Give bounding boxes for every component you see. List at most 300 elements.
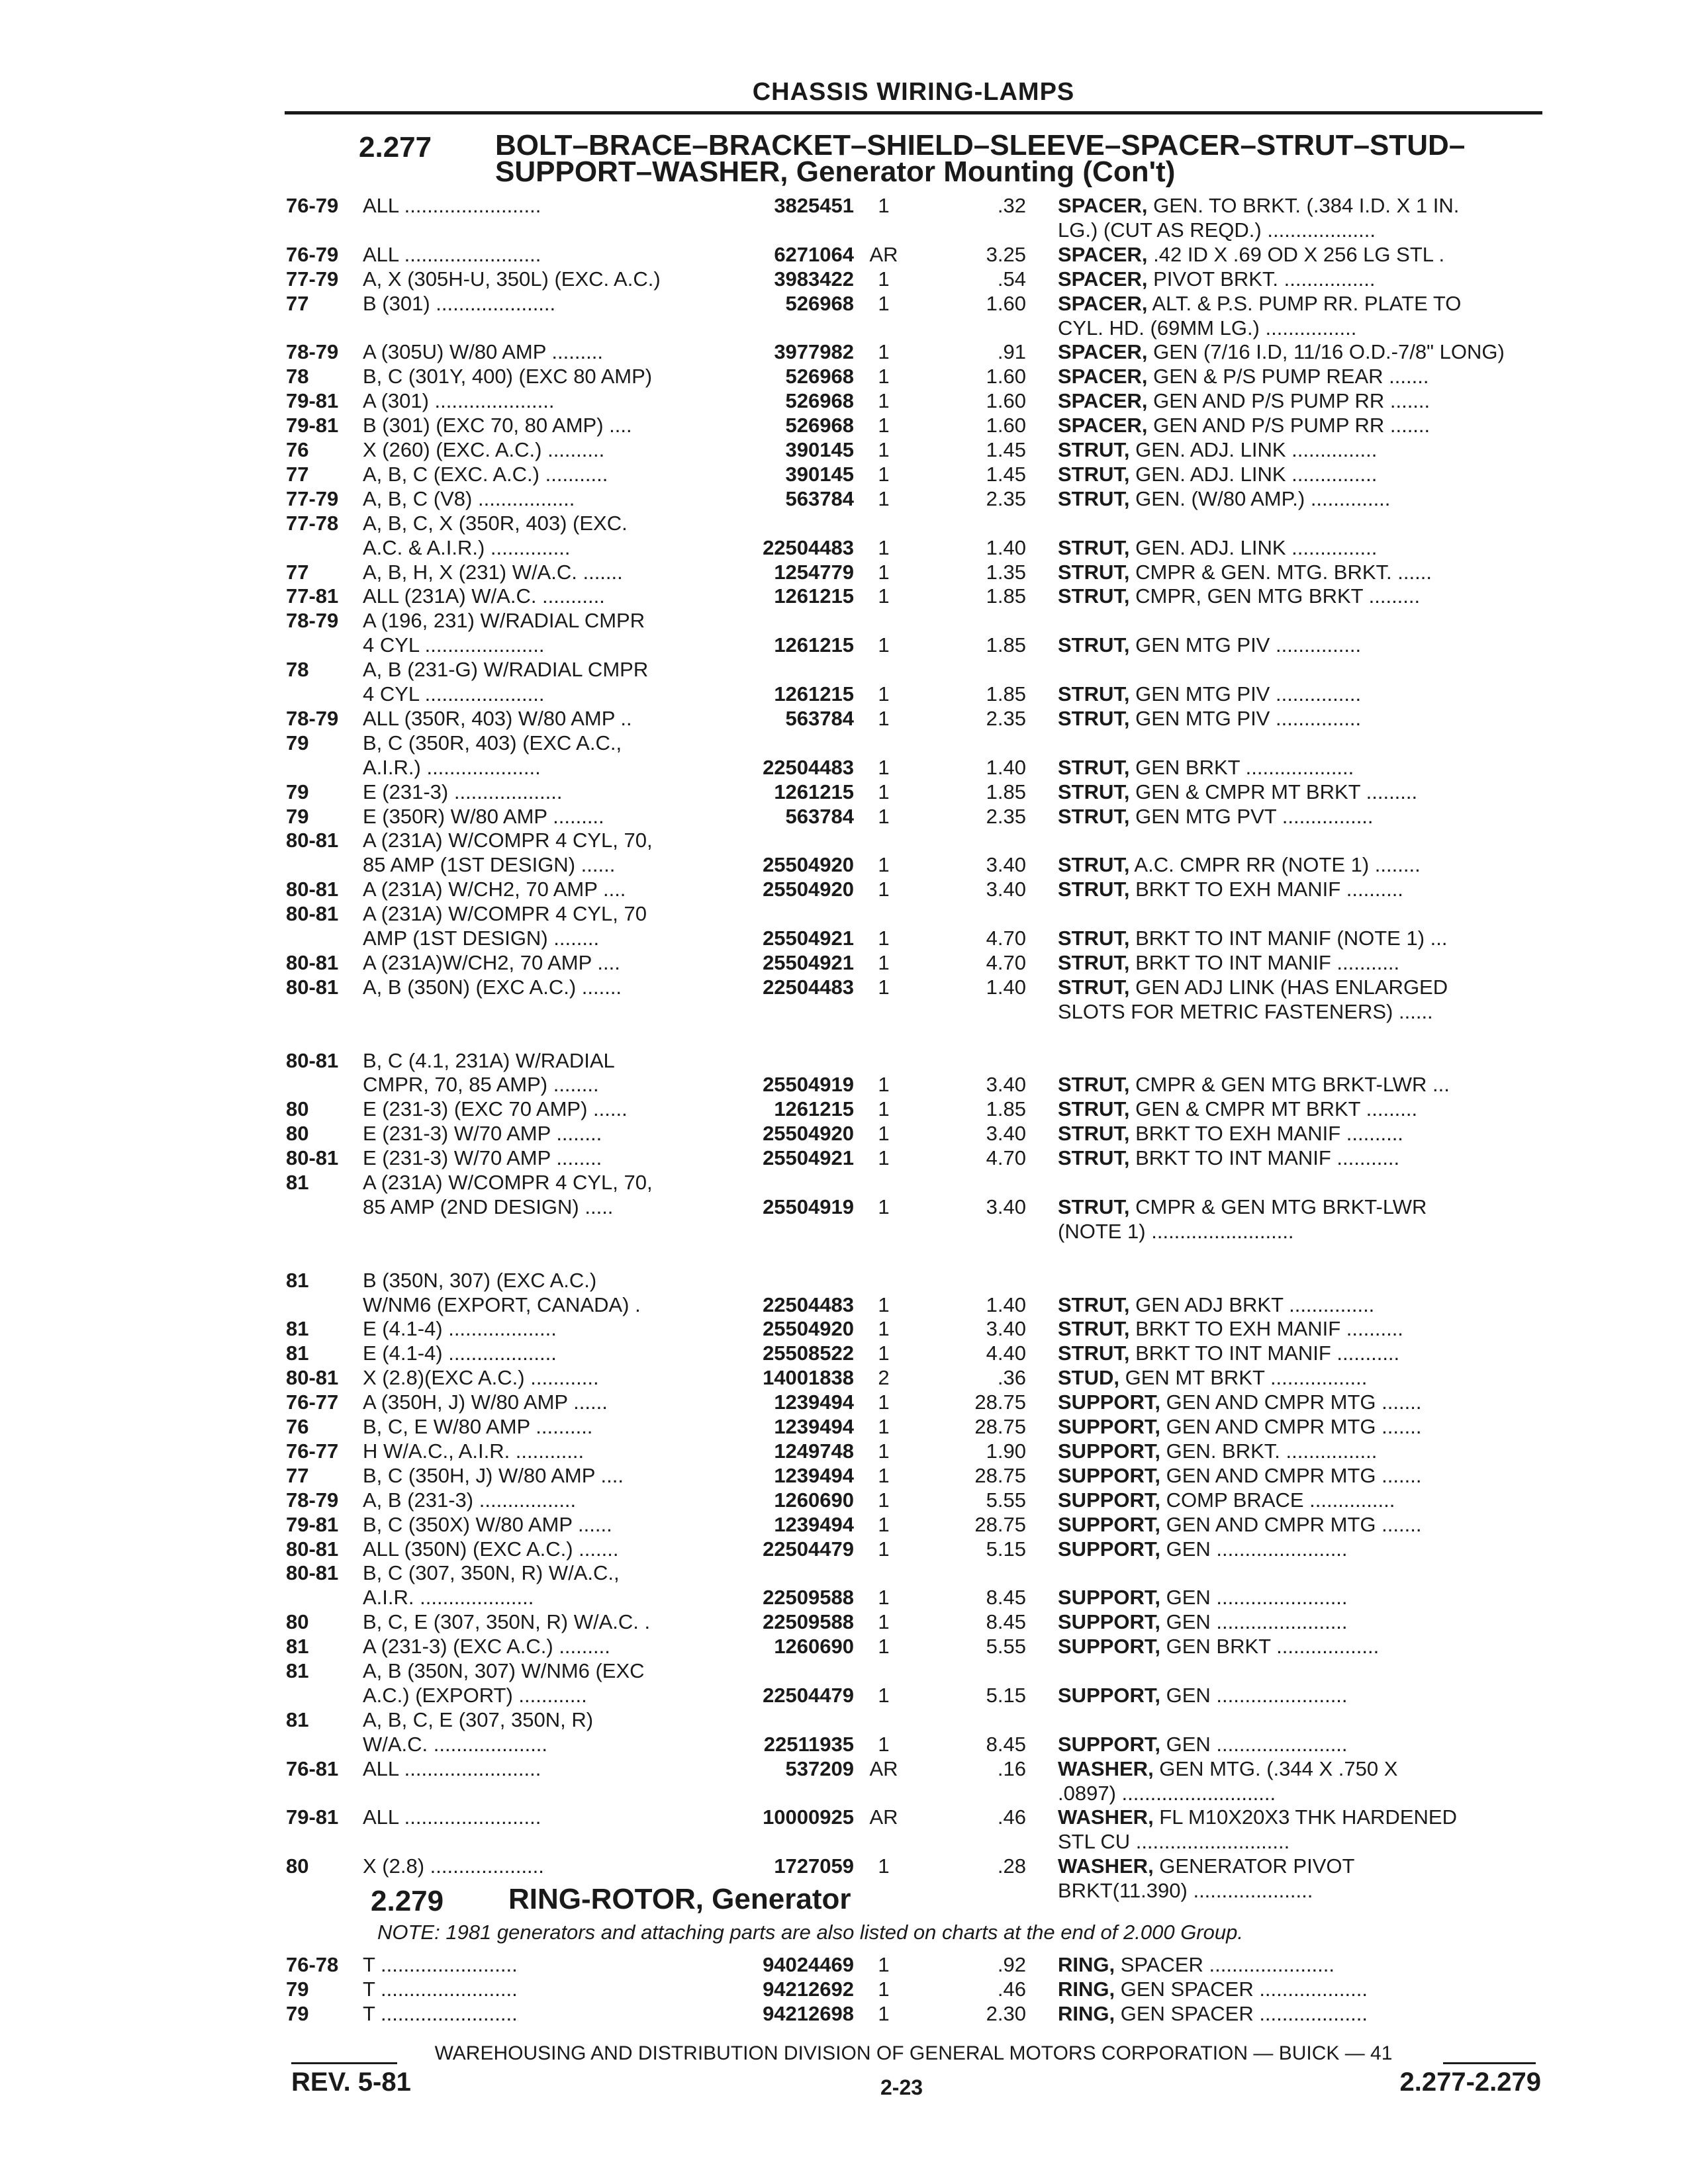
part-number-cell: 25504920 bbox=[763, 1122, 854, 1146]
description-cell bbox=[1058, 1781, 1534, 1805]
year-cell: 79-81 bbox=[286, 389, 339, 413]
description-text: GEN & P/S PUMP REAR ....... bbox=[1147, 365, 1429, 388]
table-row bbox=[0, 1683, 1688, 1707]
part-number-cell: 563784 bbox=[785, 486, 854, 510]
model-cell: B, C, E W/80 AMP .......... bbox=[363, 1415, 593, 1438]
part-number-cell: 1239494 bbox=[774, 1512, 854, 1536]
description-keyword: STRUT, bbox=[1058, 1122, 1130, 1146]
model-cell: 4 CYL ..................... bbox=[363, 682, 545, 705]
quantity-cell: 1 bbox=[878, 1463, 890, 1487]
year-cell: 77 bbox=[286, 291, 309, 315]
part-number-cell: 25504919 bbox=[763, 1073, 854, 1097]
part-number-cell: 22504483 bbox=[763, 975, 854, 999]
price-cell: .16 bbox=[997, 1756, 1026, 1780]
description-keyword: SUPPORT, bbox=[1058, 1586, 1161, 1610]
part-number-cell: 1260690 bbox=[774, 1635, 854, 1659]
description-text: LG.) (CUT AS REQD.) ................... bbox=[1058, 218, 1376, 242]
price-cell: 28.75 bbox=[974, 1463, 1026, 1487]
part-number-cell: 22509588 bbox=[763, 1586, 854, 1610]
quantity-cell: 1 bbox=[878, 1732, 890, 1756]
table-row bbox=[0, 413, 1688, 437]
description-cell bbox=[1058, 486, 1534, 511]
quantity-cell: 1 bbox=[878, 1073, 890, 1097]
description-keyword: STRUT, bbox=[1058, 927, 1130, 950]
description-keyword: RING, bbox=[1058, 1978, 1115, 2001]
description-cell bbox=[1058, 633, 1534, 657]
year-cell: 80-81 bbox=[286, 902, 339, 926]
description-text: CYL. HD. (69MM LG.) ................ bbox=[1058, 316, 1357, 340]
part-number-cell: 22504479 bbox=[763, 1683, 854, 1707]
description-keyword: SUPPORT, bbox=[1058, 1683, 1161, 1707]
description-keyword: RING, bbox=[1058, 1953, 1115, 1976]
price-cell: 2.35 bbox=[986, 706, 1026, 730]
year-cell: 81 bbox=[286, 1317, 309, 1341]
description-text: GEN MTG PIV ............... bbox=[1129, 706, 1362, 730]
description-cell bbox=[1058, 1512, 1534, 1537]
quantity-cell: 1 bbox=[878, 780, 890, 803]
price-cell: 3.40 bbox=[986, 1122, 1026, 1146]
table-row bbox=[0, 1634, 1688, 1659]
description-keyword: STRUT, bbox=[1058, 584, 1130, 608]
description-text: BRKT TO EXH MANIF .......... bbox=[1129, 1122, 1403, 1146]
section-title-line1: BOLT–BRACE–BRACKET–SHIELD–SLEEVE–SPACER–STRUT–STUD– bbox=[495, 129, 1466, 161]
description-keyword: SPACER, bbox=[1058, 340, 1148, 364]
table-row bbox=[0, 1024, 1688, 1048]
table-row bbox=[0, 291, 1688, 316]
price-cell: 8.45 bbox=[986, 1732, 1026, 1756]
table-row bbox=[0, 901, 1688, 926]
table-row bbox=[0, 267, 1688, 291]
table-row bbox=[0, 755, 1688, 780]
quantity-cell: 1 bbox=[878, 950, 890, 974]
quantity-cell: 1 bbox=[878, 486, 890, 510]
price-cell: 1.60 bbox=[986, 365, 1026, 388]
table-row bbox=[0, 1219, 1688, 1244]
table-row bbox=[0, 364, 1688, 388]
model-cell: A (231-3) (EXC A.C.) ......... bbox=[363, 1635, 610, 1659]
description-cell bbox=[1058, 950, 1534, 975]
table-row bbox=[0, 535, 1688, 560]
year-cell: 76-79 bbox=[286, 242, 339, 266]
model-cell: B (301) (EXC 70, 80 AMP) .... bbox=[363, 414, 632, 437]
year-cell: 77-81 bbox=[286, 584, 339, 608]
part-number-cell: 6271064 bbox=[774, 242, 854, 266]
quantity-cell: 1 bbox=[878, 706, 890, 730]
price-cell: 2.35 bbox=[986, 804, 1026, 828]
price-cell: 3.25 bbox=[986, 242, 1026, 266]
description-keyword: SUPPORT, bbox=[1058, 1415, 1161, 1438]
description-text: GEN SPACER ................... bbox=[1115, 1978, 1368, 2001]
model-cell: T ........................ bbox=[363, 2002, 518, 2025]
table-row bbox=[0, 1781, 1688, 1805]
year-cell: 76-79 bbox=[286, 194, 339, 217]
model-cell: B (350N, 307) (EXC A.C.) bbox=[363, 1268, 597, 1292]
year-cell: 76-77 bbox=[286, 1439, 339, 1463]
description-cell bbox=[1058, 926, 1534, 950]
quantity-cell: 1 bbox=[878, 853, 890, 877]
description-text: GEN ....................... bbox=[1160, 1732, 1348, 1756]
price-cell: .46 bbox=[997, 1978, 1026, 2001]
description-keyword: STRUT, bbox=[1058, 804, 1130, 828]
description-keyword: WASHER, bbox=[1058, 1805, 1154, 1829]
description-cell bbox=[1058, 218, 1534, 242]
model-cell: A (231A) W/COMPR 4 CYL, 70, bbox=[363, 1171, 653, 1194]
year-cell: 78 bbox=[286, 365, 309, 388]
description-keyword: STRUT, bbox=[1058, 1097, 1130, 1121]
description-keyword: SPACER, bbox=[1058, 414, 1148, 437]
description-cell bbox=[1058, 1293, 1534, 1317]
description-keyword: SPACER, bbox=[1058, 291, 1148, 315]
quantity-cell: 2 bbox=[878, 1366, 890, 1390]
model-cell: A (196, 231) W/RADIAL CMPR bbox=[363, 609, 645, 633]
part-number-cell: 526968 bbox=[785, 389, 854, 413]
model-cell: A.I.R. .................... bbox=[363, 1586, 534, 1610]
model-cell: T ........................ bbox=[363, 1978, 518, 2001]
table-row bbox=[0, 1316, 1688, 1341]
price-cell: 1.85 bbox=[986, 682, 1026, 705]
description-text: ALT. & P.S. PUMP RR. PLATE TO bbox=[1147, 291, 1462, 315]
description-keyword: STRUT, bbox=[1058, 975, 1130, 999]
model-cell: A (231A) W/CH2, 70 AMP .... bbox=[363, 878, 626, 901]
description-text: GEN MTG PIV ............... bbox=[1129, 682, 1362, 705]
price-cell: 1.40 bbox=[986, 755, 1026, 779]
price-cell: 1.85 bbox=[986, 780, 1026, 803]
description-keyword: STRUT, bbox=[1058, 633, 1130, 657]
description-text: .42 ID X .69 OD X 256 LG STL . bbox=[1147, 242, 1445, 266]
description-text: BRKT TO INT MANIF ........... bbox=[1129, 1342, 1400, 1365]
description-keyword: STRUT, bbox=[1058, 1195, 1130, 1218]
table-row bbox=[0, 1170, 1688, 1195]
description-text: GEN AND CMPR MTG ....... bbox=[1160, 1415, 1422, 1438]
year-cell: 81 bbox=[286, 1342, 309, 1365]
part-number-cell: 1261215 bbox=[774, 584, 854, 608]
quantity-cell: 1 bbox=[878, 1512, 890, 1536]
description-text: GEN AND CMPR MTG ....... bbox=[1160, 1390, 1422, 1414]
part-number-cell: 390145 bbox=[785, 462, 854, 486]
price-cell: 4.70 bbox=[986, 1146, 1026, 1170]
model-cell: B, C, E (307, 350N, R) W/A.C. . bbox=[363, 1610, 651, 1634]
description-keyword: SPACER, bbox=[1058, 365, 1148, 388]
description-text: A.C. CMPR RR (NOTE 1) ........ bbox=[1129, 853, 1421, 877]
quantity-cell: 1 bbox=[878, 365, 890, 388]
description-text: COMP BRACE ............... bbox=[1160, 1488, 1395, 1512]
model-cell: AMP (1ST DESIGN) ........ bbox=[363, 927, 600, 950]
model-cell: ALL ........................ bbox=[363, 194, 541, 217]
price-cell: .36 bbox=[997, 1366, 1026, 1390]
description-text: BRKT TO INT MANIF ........... bbox=[1129, 950, 1400, 974]
table-row bbox=[0, 1585, 1688, 1610]
quantity-cell: 1 bbox=[878, 1146, 890, 1170]
quantity-cell: 1 bbox=[878, 414, 890, 437]
part-number-cell: 25504921 bbox=[763, 927, 854, 950]
quantity-cell: 1 bbox=[878, 1195, 890, 1218]
description-keyword: STRUT, bbox=[1058, 682, 1130, 705]
part-number-cell: 10000925 bbox=[763, 1805, 854, 1829]
description-text: GEN ....................... bbox=[1160, 1537, 1348, 1561]
description-keyword: STRUT, bbox=[1058, 780, 1130, 803]
description-text: SPACER ...................... bbox=[1115, 1953, 1335, 1976]
model-cell: X (260) (EXC. A.C.) .......... bbox=[363, 438, 605, 461]
description-cell bbox=[1058, 877, 1534, 901]
table-row bbox=[0, 1952, 1688, 1977]
model-cell: H W/A.C., A.I.R. ............ bbox=[363, 1439, 585, 1463]
year-cell: 79-81 bbox=[286, 414, 339, 437]
description-text: GEN AND CMPR MTG ....... bbox=[1160, 1512, 1422, 1536]
part-number-cell: 25504921 bbox=[763, 1146, 854, 1170]
description-text: GEN SPACER ................... bbox=[1115, 2002, 1368, 2025]
description-keyword: SUPPORT, bbox=[1058, 1537, 1161, 1561]
price-cell: 5.15 bbox=[986, 1537, 1026, 1561]
table-row bbox=[0, 1439, 1688, 1463]
model-cell: CMPR, 70, 85 AMP) ........ bbox=[363, 1073, 599, 1097]
description-text: GEN ....................... bbox=[1160, 1586, 1348, 1610]
description-keyword: STRUT, bbox=[1058, 1146, 1130, 1170]
model-cell: 85 AMP (1ST DESIGN) ...... bbox=[363, 853, 616, 877]
description-cell bbox=[1058, 2001, 1534, 2026]
year-cell: 78-79 bbox=[286, 1488, 339, 1512]
description-cell bbox=[1058, 462, 1534, 486]
year-cell: 78-79 bbox=[286, 706, 339, 730]
description-keyword: RING, bbox=[1058, 2002, 1115, 2025]
model-cell: A, B (231-3) ................. bbox=[363, 1488, 577, 1512]
model-cell: A, X (305H-U, 350L) (EXC. A.C.) bbox=[363, 267, 661, 291]
model-cell: A.C.) (EXPORT) ............ bbox=[363, 1683, 587, 1707]
description-cell bbox=[1058, 852, 1534, 877]
description-cell bbox=[1058, 364, 1534, 388]
year-cell: 79 bbox=[286, 731, 309, 754]
table-row bbox=[0, 1707, 1688, 1732]
table-row bbox=[0, 560, 1688, 584]
model-cell: E (350R) W/80 AMP ......... bbox=[363, 804, 604, 828]
description-keyword: STRUT, bbox=[1058, 950, 1130, 974]
description-text: CMPR & GEN MTG BRKT-LWR ... bbox=[1129, 1073, 1450, 1097]
year-cell: 80-81 bbox=[286, 1561, 339, 1585]
quantity-cell: AR bbox=[869, 1805, 898, 1829]
part-number-cell: 526968 bbox=[785, 291, 854, 315]
description-keyword: WASHER, bbox=[1058, 1756, 1154, 1780]
description-cell bbox=[1058, 1585, 1534, 1610]
year-cell: 80-81 bbox=[286, 1048, 339, 1072]
price-cell: 5.55 bbox=[986, 1488, 1026, 1512]
header-rule bbox=[285, 111, 1542, 114]
description-keyword: WASHER, bbox=[1058, 1854, 1154, 1878]
quantity-cell: 1 bbox=[878, 633, 890, 657]
description-cell bbox=[1058, 193, 1534, 218]
model-cell: T ........................ bbox=[363, 1953, 518, 1976]
description-text: GEN MTG PVT ................ bbox=[1129, 804, 1374, 828]
part-number-cell: 390145 bbox=[785, 438, 854, 461]
revision-label: REV. 5-81 bbox=[291, 2068, 411, 2097]
model-cell: B, C (4.1, 231A) W/RADIAL bbox=[363, 1048, 615, 1072]
model-cell: B, C (301Y, 400) (EXC 80 AMP) bbox=[363, 365, 653, 388]
quantity-cell: 1 bbox=[878, 560, 890, 584]
year-cell: 80-81 bbox=[286, 829, 339, 852]
section2-title: RING-ROTOR, Generator bbox=[508, 1883, 851, 1915]
section2-number: 2.279 bbox=[371, 1885, 444, 1917]
model-cell: A (231A) W/COMPR 4 CYL, 70 bbox=[363, 902, 647, 926]
description-keyword: SUPPORT, bbox=[1058, 1463, 1161, 1487]
year-cell: 78 bbox=[286, 658, 309, 682]
description-text: CMPR, GEN MTG BRKT ......... bbox=[1129, 584, 1421, 608]
part-number-cell: 1727059 bbox=[774, 1854, 854, 1878]
table-row bbox=[0, 1414, 1688, 1439]
description-cell bbox=[1058, 1121, 1534, 1146]
description-text: GENERATOR PIVOT bbox=[1153, 1854, 1355, 1878]
year-cell: 81 bbox=[286, 1635, 309, 1659]
table-row bbox=[0, 975, 1688, 999]
model-cell: A, B, C (EXC. A.C.) ........... bbox=[363, 462, 608, 486]
model-cell: B, C (307, 350N, R) W/A.C., bbox=[363, 1561, 620, 1585]
model-cell: A (231A) W/COMPR 4 CYL, 70, bbox=[363, 829, 653, 852]
description-text: GEN MTG. (.344 X .750 X bbox=[1153, 1756, 1398, 1780]
part-number-cell: 22504479 bbox=[763, 1537, 854, 1561]
part-number-cell: 1261215 bbox=[774, 1097, 854, 1121]
quantity-cell: 1 bbox=[878, 1390, 890, 1414]
description-text: GEN MT BRKT ................. bbox=[1119, 1366, 1368, 1390]
year-cell: 77 bbox=[286, 1463, 309, 1487]
price-cell: .91 bbox=[997, 340, 1026, 364]
price-cell: 3.40 bbox=[986, 853, 1026, 877]
description-cell bbox=[1058, 1219, 1534, 1244]
year-cell: 79-81 bbox=[286, 1805, 339, 1829]
model-cell: 4 CYL ..................... bbox=[363, 633, 545, 657]
year-cell: 81 bbox=[286, 1707, 309, 1731]
description-text: CMPR & GEN MTG BRKT-LWR bbox=[1129, 1195, 1427, 1218]
description-text: GEN (7/16 I.D, 11/16 O.D.-7/8" LONG) bbox=[1147, 340, 1505, 364]
table-row bbox=[0, 1121, 1688, 1146]
quantity-cell: 1 bbox=[878, 1683, 890, 1707]
part-number-cell: 1239494 bbox=[774, 1415, 854, 1438]
description-text: SLOTS FOR METRIC FASTENERS) ...... bbox=[1058, 999, 1433, 1023]
model-cell: W/A.C. .................... bbox=[363, 1732, 548, 1756]
description-cell bbox=[1058, 682, 1534, 706]
price-cell: 3.40 bbox=[986, 1073, 1026, 1097]
description-cell bbox=[1058, 584, 1534, 608]
model-cell: A, B, C, E (307, 350N, R) bbox=[363, 1707, 594, 1731]
description-text: GEN AND P/S PUMP RR ....... bbox=[1147, 389, 1430, 413]
price-cell: 1.40 bbox=[986, 535, 1026, 559]
description-cell bbox=[1058, 1854, 1534, 1878]
description-cell bbox=[1058, 535, 1534, 560]
description-text: .0897) ........................... bbox=[1058, 1781, 1276, 1805]
quantity-cell: 1 bbox=[878, 389, 890, 413]
description-text: GEN. ADJ. LINK ............... bbox=[1129, 535, 1378, 559]
year-cell: 77 bbox=[286, 560, 309, 584]
quantity-cell: 1 bbox=[878, 291, 890, 315]
table-row bbox=[0, 1268, 1688, 1293]
part-number-cell: 3977982 bbox=[774, 340, 854, 364]
description-keyword: SPACER, bbox=[1058, 389, 1148, 413]
part-number-cell: 22504483 bbox=[763, 1293, 854, 1316]
table-row bbox=[0, 1537, 1688, 1561]
description-cell bbox=[1058, 1390, 1534, 1414]
year-cell: 76-78 bbox=[286, 1953, 339, 1976]
part-number-cell: 1239494 bbox=[774, 1390, 854, 1414]
part-number-cell: 94024469 bbox=[763, 1953, 854, 1976]
year-cell: 81 bbox=[286, 1171, 309, 1194]
description-text: GEN. BRKT. ................ bbox=[1160, 1439, 1378, 1463]
quantity-cell: 1 bbox=[878, 1317, 890, 1341]
description-cell bbox=[1058, 242, 1534, 267]
table-row bbox=[0, 1805, 1688, 1829]
table-row bbox=[0, 511, 1688, 535]
year-cell: 81 bbox=[286, 1659, 309, 1682]
table-row bbox=[0, 950, 1688, 975]
description-cell bbox=[1058, 975, 1534, 999]
table-row bbox=[0, 388, 1688, 413]
quantity-cell: 1 bbox=[878, 1537, 890, 1561]
model-cell: ALL (350N) (EXC A.C.) ....... bbox=[363, 1537, 619, 1561]
price-cell: 8.45 bbox=[986, 1586, 1026, 1610]
description-text: GEN BRKT ................... bbox=[1129, 755, 1354, 779]
page-title: CHASSIS WIRING-LAMPS bbox=[752, 78, 1075, 106]
description-cell bbox=[1058, 1316, 1534, 1341]
model-cell: A, B, H, X (231) W/A.C. ....... bbox=[363, 560, 623, 584]
description-keyword: STUD, bbox=[1058, 1366, 1119, 1390]
price-cell: 3.40 bbox=[986, 1317, 1026, 1341]
description-keyword: STRUT, bbox=[1058, 1073, 1130, 1097]
description-cell bbox=[1058, 755, 1534, 780]
table-row bbox=[0, 437, 1688, 462]
price-cell: 1.90 bbox=[986, 1439, 1026, 1463]
table-row bbox=[0, 999, 1688, 1024]
description-keyword: STRUT, bbox=[1058, 755, 1130, 779]
model-cell: E (4.1-4) ................... bbox=[363, 1317, 557, 1341]
description-text: BRKT TO EXH MANIF .......... bbox=[1129, 878, 1403, 901]
table-row bbox=[0, 780, 1688, 804]
description-cell bbox=[1058, 1610, 1534, 1634]
table-row bbox=[0, 608, 1688, 633]
year-cell: 79 bbox=[286, 2002, 309, 2025]
description-cell bbox=[1058, 1488, 1534, 1512]
price-cell: 1.45 bbox=[986, 462, 1026, 486]
description-text: GEN ....................... bbox=[1160, 1610, 1348, 1634]
table-row bbox=[0, 804, 1688, 829]
table-row bbox=[0, 1146, 1688, 1170]
description-keyword: STRUT, bbox=[1058, 853, 1130, 877]
year-cell: 76 bbox=[286, 1415, 309, 1438]
table-row bbox=[0, 218, 1688, 242]
table-row bbox=[0, 1488, 1688, 1512]
model-cell: A (231A)W/CH2, 70 AMP .... bbox=[363, 950, 620, 974]
quantity-cell: 1 bbox=[878, 1488, 890, 1512]
description-cell bbox=[1058, 1414, 1534, 1439]
description-text: GEN ADJ LINK (HAS ENLARGED bbox=[1129, 975, 1448, 999]
year-cell: 80-81 bbox=[286, 950, 339, 974]
model-cell: A (305U) W/80 AMP ......... bbox=[363, 340, 603, 364]
price-cell: 4.40 bbox=[986, 1342, 1026, 1365]
price-cell: 4.70 bbox=[986, 927, 1026, 950]
description-keyword: STRUT, bbox=[1058, 1317, 1130, 1341]
description-cell bbox=[1058, 780, 1534, 804]
year-cell: 80 bbox=[286, 1610, 309, 1634]
part-number-cell: 22504483 bbox=[763, 755, 854, 779]
description-keyword: STRUT, bbox=[1058, 560, 1130, 584]
description-cell bbox=[1058, 437, 1534, 462]
model-cell: B, C (350R, 403) (EXC A.C., bbox=[363, 731, 622, 754]
part-number-cell: 25504920 bbox=[763, 878, 854, 901]
price-cell: 2.30 bbox=[986, 2002, 1026, 2025]
price-cell: 1.85 bbox=[986, 584, 1026, 608]
table-row bbox=[0, 1854, 1688, 1878]
description-cell bbox=[1058, 1732, 1534, 1756]
model-cell: A (301) ..................... bbox=[363, 389, 555, 413]
description-cell bbox=[1058, 1146, 1534, 1170]
quantity-cell: 1 bbox=[878, 682, 890, 705]
part-number-cell: 94212692 bbox=[763, 1978, 854, 2001]
table-row bbox=[0, 1097, 1688, 1121]
description-keyword: STRUT, bbox=[1058, 486, 1130, 510]
